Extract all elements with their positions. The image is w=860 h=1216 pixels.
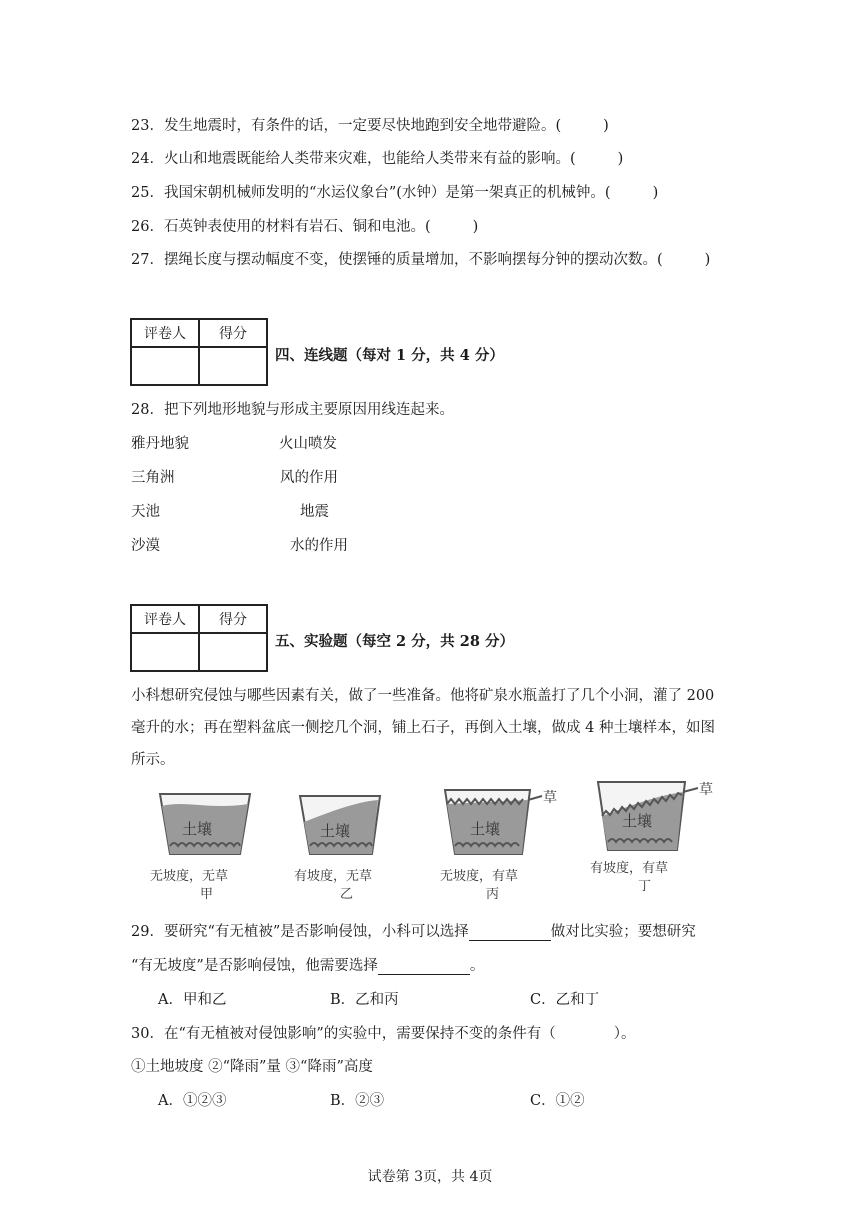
answer-paren-close: ): [603, 118, 609, 134]
soil-label: 土壤: [182, 820, 213, 838]
question-30: 30．在“有无植被对侵蚀影响”的实验中，需要保持不变的条件有（ ）。: [131, 1026, 636, 1042]
sample-name: 乙: [340, 887, 354, 902]
match-right-3: 地震: [300, 504, 329, 520]
page-footer: 试卷第 3页，共 4页: [367, 1169, 493, 1185]
intro-line-3: 所示。: [131, 752, 175, 768]
match-left-1: 雅丹地貌: [131, 436, 189, 452]
match-left-2: 三角洲: [131, 470, 175, 486]
question-text: 24．火山和地震既能给人类带来灾难，也能给人类带来有益的影响。(: [131, 151, 576, 167]
intro-line-2: 毫升的水；再在塑料盆底一侧挖几个洞，铺上石子，再倒入土壤，做成 4 种土壤样本，如图: [131, 720, 715, 736]
answer-paren-close: ): [652, 185, 659, 201]
sample-name: 丁: [638, 879, 652, 894]
score-table-section4: [130, 318, 268, 386]
question-text: 27．摆绳长度与摆动幅度不变，使摆锤的质量增加，不影响摆每分钟的摆动次数。(: [131, 252, 663, 268]
answer-blank-2[interactable]: [378, 958, 470, 975]
sample-caption: 无坡度，无草: [150, 869, 229, 884]
reviewer-header: 评卷人: [131, 319, 199, 347]
option-b: B．②③: [330, 1093, 385, 1109]
score-cell[interactable]: [199, 633, 267, 671]
match-right-2: 风的作用: [280, 470, 338, 486]
sample-caption: 有坡度，有草: [590, 861, 669, 876]
option-b: B．乙和丙: [330, 992, 399, 1008]
sample-name: 丙: [486, 887, 500, 902]
option-c: C．乙和丁: [530, 992, 600, 1008]
option-a: A．甲和乙: [158, 992, 227, 1008]
sample-caption: 有坡度，无草: [294, 869, 373, 884]
soil-label: 土壤: [470, 820, 501, 838]
answer-blank-1[interactable]: [469, 924, 551, 941]
question-text: 23．发生地震时，有条件的话，一定要尽快地跑到安全地带避险。(: [131, 118, 562, 134]
question-29-line2: “有无坡度”是否影响侵蚀，他需要选择 。: [131, 958, 485, 974]
soil-samples-figure: [150, 776, 740, 904]
question-26: [131, 215, 478, 236]
sample-name: 甲: [200, 887, 214, 902]
question-text: 25．我国宋朝机械师发明的“水运仪象台”(水钟）是第一架真正的机械钟。(: [131, 185, 611, 201]
answer-paren-close: ): [472, 219, 479, 235]
match-right-4: 水的作用: [290, 538, 348, 554]
option-c: C．①②: [530, 1093, 585, 1109]
reviewer-cell[interactable]: [131, 633, 199, 671]
question-27: [131, 248, 710, 269]
grass-label: 草: [699, 782, 713, 798]
answer-paren-close: ): [617, 151, 624, 167]
soil-label: 土壤: [622, 812, 653, 830]
score-header: 得分: [199, 319, 267, 347]
grass-label: 草: [543, 790, 557, 806]
section4-title: 四、连线题（每对 1 分，共 4 分）: [275, 347, 504, 364]
score-header: 得分: [199, 605, 267, 633]
option-a: A．①②③: [158, 1093, 227, 1109]
intro-line-1: 小科想研究侵蚀与哪些因素有关，做了一些准备。他将矿泉水瓶盖打了几个小洞，灌了 200: [131, 688, 715, 704]
question-29-line1: 29．要研究“有无植被”是否影响侵蚀，小科可以选择 做对比实验；要想研究: [131, 924, 696, 940]
sample-caption: 无坡度，有草: [440, 869, 519, 884]
question-text: 26．石英钟表使用的材料有岩石、铜和电池。(: [131, 219, 431, 235]
score-cell[interactable]: [199, 347, 267, 385]
match-right-1: 火山喷发: [279, 436, 337, 452]
reviewer-cell[interactable]: [131, 347, 199, 385]
score-table-section5: [130, 604, 268, 672]
question-28: 28．把下列地形地貌与形成主要原因用线连起来。: [131, 402, 454, 418]
question-30-conditions: ①土地坡度 ②“降雨”量 ③“降雨”高度: [131, 1059, 373, 1075]
question-24: [131, 147, 623, 168]
match-left-4: 沙漠: [131, 538, 160, 554]
question-25: [131, 181, 658, 202]
match-left-3: 天池: [131, 504, 160, 520]
reviewer-header: 评卷人: [131, 605, 199, 633]
soil-label: 土壤: [320, 822, 351, 840]
section5-title: 五、实验题（每空 2 分，共 28 分）: [275, 633, 514, 650]
question-23: [131, 114, 609, 135]
answer-paren-close: ): [704, 252, 711, 268]
